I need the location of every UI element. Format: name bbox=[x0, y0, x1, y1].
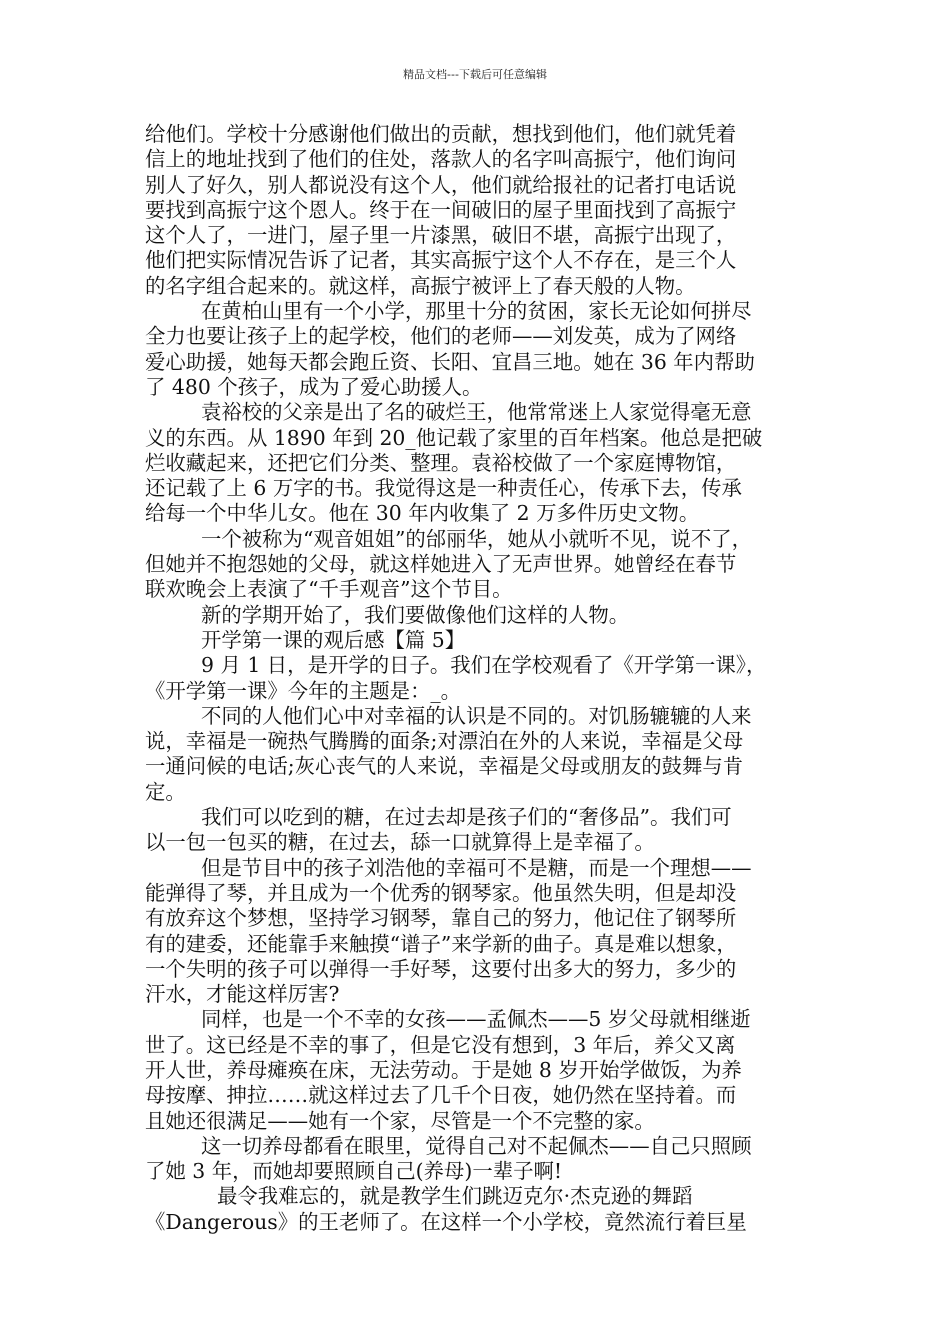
text-line: 说，幸福是一碗热气腾腾的面条;对漂泊在外的人来说，幸福是父母 bbox=[145, 729, 744, 754]
text-line: 一通问候的电话;灰心丧气的人来说，幸福是父母或朋友的鼓舞与肯 bbox=[145, 754, 744, 779]
text-line: 他们把实际情况告诉了记者，其实高振宁这个人不存在，是三个人 bbox=[145, 248, 737, 273]
text-line: 信上的地址找到了他们的住处，落款人的名字叫高振宁，他们询问 bbox=[145, 147, 737, 172]
page-header: 精品文档---下载后可任意编辑 bbox=[403, 68, 547, 81]
text-line: 开人世，养母瘫痪在床，无法劳动。于是她 8 岁开始学做饭，为养 bbox=[145, 1057, 742, 1082]
text-line: 这一切养母都看在眼里，觉得自己对不起佩杰——自己只照顾 bbox=[201, 1133, 752, 1158]
text-line: 定。 bbox=[145, 779, 186, 804]
text-line: 给每一个中华儿女。他在 30 年内收集了 2 万多件历史文物。 bbox=[145, 501, 700, 526]
text-line: 给他们。学校十分感谢他们做出的贡献，想找到他们，他们就凭着 bbox=[145, 122, 737, 146]
text-line: 了她 3 年，而她却要照顾自己(养母)一辈子啊! bbox=[145, 1159, 563, 1184]
text-line: 能弹得了琴，并且成为一个优秀的钢琴家。他虽然失明，但是却没 bbox=[145, 880, 737, 905]
text-line: 最令我难忘的，就是教学生们跳迈克尔·杰克逊的舞蹈 bbox=[217, 1184, 693, 1209]
text-line: 还记载了上 6 万字的书。我觉得这是一种责任心，传承下去，传承 bbox=[145, 476, 742, 501]
text-line: 汗水，才能这样厉害? bbox=[145, 982, 340, 1007]
text-line: 一个失明的孩子可以弹得一手好琴，这要付出多大的努力，多少的 bbox=[145, 956, 737, 981]
text-line: 义的东西。从 1890 年到 20_他记载了家里的百年档案。他总是把破 bbox=[145, 425, 763, 450]
text-line: 世了。这已经是不幸的事了，但是它没有想到，3 年后，养父又离 bbox=[145, 1032, 736, 1057]
text-line: 在黄柏山里有一个小学，那里十分的贫困，家长无论如何拼尽 bbox=[201, 299, 752, 324]
text-line: 《Dangerous》的王老师了。在这样一个小学校，竟然流行着巨星 bbox=[145, 1209, 747, 1234]
text-line: 但是节目中的孩子刘浩他的幸福可不是糖，而是一个理想—— bbox=[201, 855, 752, 880]
text-line: 新的学期开始了，我们要做像他们这样的人物。 bbox=[201, 602, 630, 627]
text-line: 开学第一课的观后感【篇 5】 bbox=[201, 627, 466, 652]
text-line: 9 月 1 日，是开学的日子。我们在学校观看了《开学第一课》， bbox=[201, 653, 767, 678]
text-line: 同样，也是一个不幸的女孩——孟佩杰——5 岁父母就相继逝 bbox=[201, 1007, 751, 1032]
text-line: 别人了好久，别人都说没有这个人，他们就给报社的记者打电话说 bbox=[145, 172, 737, 197]
text-line: 我们可以吃到的糖，在过去却是孩子们的“奢侈品”。我们可 bbox=[201, 805, 732, 830]
text-line: 爱心助援，她每天都会跑丘资、长阳、宜昌三地。她在 36 年内帮助 bbox=[145, 349, 755, 374]
text-line: 有的建委，还能靠手来触摸“谱子”来学新的曲子。真是难以想象， bbox=[145, 931, 737, 956]
text-line: 以一包一包买的糖，在过去，舔一口就算得上是幸福了。 bbox=[145, 830, 655, 855]
text-line: 有放弃这个梦想，坚持学习钢琴，靠自己的努力，他记住了钢琴所 bbox=[145, 906, 737, 931]
text-line: 烂收藏起来，还把它们分类、整理。袁裕校做了一个家庭博物馆， bbox=[145, 450, 737, 475]
text-line: 但她并不抱怨她的父母，就这样她进入了无声世界。她曾经在春节 bbox=[145, 552, 737, 577]
text-line: 《开学第一课》今年的主题是：_。 bbox=[145, 678, 462, 703]
text-line: 了 480 个孩子，成为了爱心助援人。 bbox=[145, 374, 483, 399]
document-body bbox=[145, 122, 825, 1235]
text-line: 且她还很满足——她有一个家，尽管是一个不完整的家。 bbox=[145, 1108, 655, 1133]
text-line: 母按摩、抻拉……就这样过去了几千个日夜，她仍然在坚持着。而 bbox=[145, 1083, 737, 1108]
text-line: 全力也要让孩子上的起学校，他们的老师——刘发英，成为了网络 bbox=[145, 324, 737, 349]
text-line: 不同的人他们心中对幸福的认识是不同的。对饥肠辘辘的人来 bbox=[201, 703, 752, 728]
text-line: 这个人了，一进门，屋子里一片漆黑，破旧不堪，高振宁出现了， bbox=[145, 223, 737, 248]
text-line: 的名字组合起来的。就这样，高振宁被评上了春天般的人物。 bbox=[145, 273, 696, 298]
text-line: 联欢晚会上表演了“千手观音”这个节目。 bbox=[145, 577, 513, 602]
text-line: 一个被称为“观音姐姐”的邰丽华，她从小就听不见，说不了， bbox=[201, 526, 753, 551]
text-line: 要找到高振宁这个恩人。终于在一间破旧的屋子里面找到了高振宁 bbox=[145, 197, 737, 222]
text-line: 袁裕校的父亲是出了名的破烂王，他常常迷上人家觉得毫无意 bbox=[201, 400, 752, 425]
